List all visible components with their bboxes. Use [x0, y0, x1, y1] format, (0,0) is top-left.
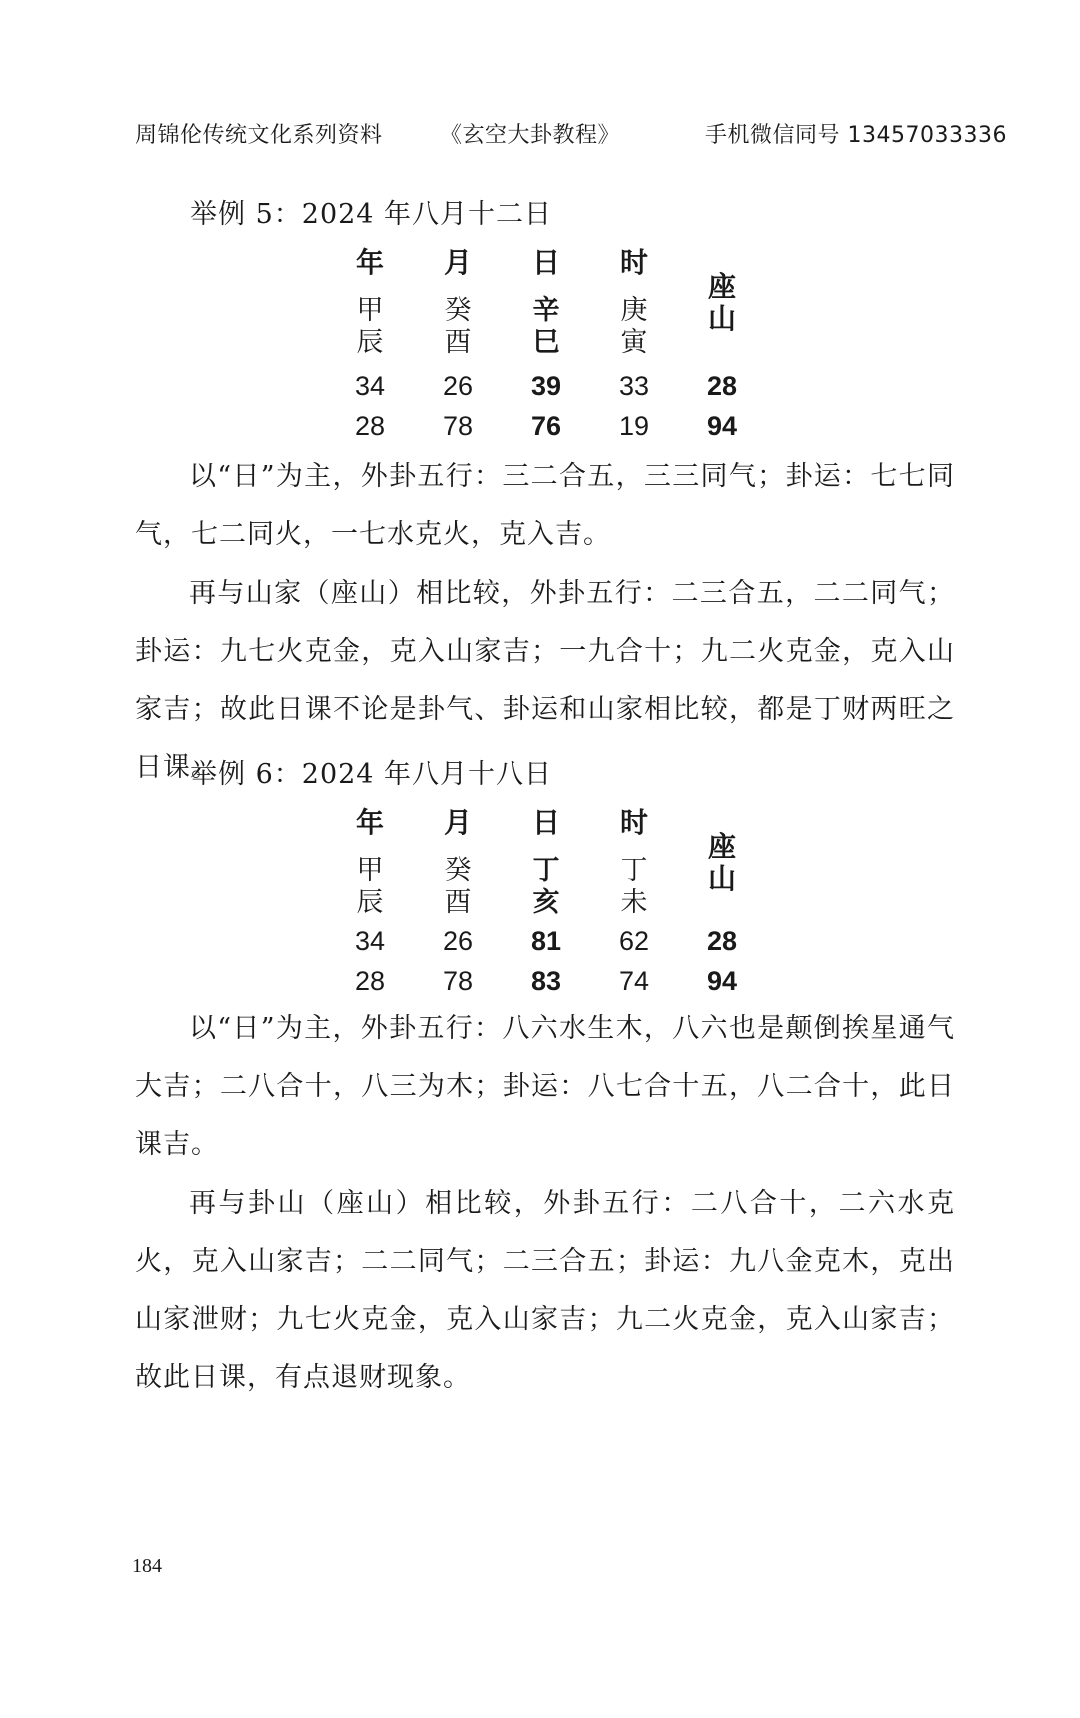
row2-zuoshan: 94	[706, 966, 738, 996]
stem-day: 丁	[532, 855, 560, 886]
row1-hour: 62	[618, 926, 650, 956]
row2-hour: 74	[618, 966, 650, 996]
col-header-hour: 时	[619, 246, 648, 279]
example-5-paragraph-2: 再与山家（座山）相比较，外卦五行：二三合五，二二同气；卦运：九七火克金，克入山家吉；一九合十；九二火克金，克入山家吉；故此日课不论是卦气、卦运和山家相比较，都是丁财两旺之日课。	[135, 578, 955, 783]
stem-month: 癸	[444, 855, 472, 886]
row2-hour: 19	[618, 411, 650, 441]
example-5-title: 举例 5：2024 年八月十二日	[190, 199, 553, 230]
row1-hour: 33	[618, 371, 650, 401]
row1-month: 26	[442, 926, 474, 956]
col-header-month: 月	[443, 806, 472, 839]
row2-day: 76	[530, 411, 562, 441]
row1-day: 39	[530, 371, 562, 401]
col-header-month: 月	[443, 246, 472, 279]
stem-year: 甲	[356, 295, 384, 326]
row2-zuoshan: 94	[706, 411, 738, 441]
stem-year: 甲	[356, 855, 384, 886]
example-5-paragraph-1: 以“日”为主，外卦五行：三二合五，三三同气；卦运：七七同气，七二同火，一七水克火，克入吉。	[135, 461, 955, 550]
col-header-hour: 时	[619, 806, 648, 839]
row1-day: 81	[530, 926, 562, 956]
row2-day: 83	[530, 966, 562, 996]
row1-year: 34	[354, 371, 386, 401]
example-6-paragraph-2: 再与卦山（座山）相比较，外卦五行：二八合十，二六水克火，克入山家吉；二二同气；二三合五；卦运：九八金克木，克出山家泄财；九七火克金，克入山家吉；九二火克金，克入山家吉；故此日课，有点退财现象。	[135, 1188, 955, 1393]
row2-month: 78	[442, 966, 474, 996]
header-book-title: 《玄空大卦教程》	[440, 123, 621, 148]
row2-year: 28	[354, 966, 386, 996]
branch-year: 辰	[356, 887, 384, 918]
header-series-title: 周锦伦传统文化系列资料	[135, 123, 383, 148]
col-header-zuoshan-2: 山	[707, 862, 736, 895]
stem-hour: 庚	[620, 295, 648, 326]
row1-year: 34	[354, 926, 386, 956]
col-header-year: 年	[355, 806, 384, 839]
stem-day: 辛	[532, 295, 560, 326]
col-header-day: 日	[531, 246, 560, 279]
row2-year: 28	[354, 411, 386, 441]
col-header-zuoshan-1: 座	[707, 830, 736, 863]
stem-hour: 丁	[620, 855, 648, 886]
row2-month: 78	[442, 411, 474, 441]
row1-zuoshan: 28	[706, 926, 738, 956]
page-number: 184	[132, 1555, 162, 1577]
example-6-title: 举例 6：2024 年八月十八日	[190, 759, 553, 790]
branch-month: 酉	[444, 887, 472, 918]
branch-month: 酉	[444, 327, 472, 358]
branch-year: 辰	[356, 327, 384, 358]
branch-hour: 寅	[620, 327, 648, 358]
branch-day: 亥	[532, 887, 560, 918]
branch-day: 巳	[532, 327, 560, 358]
col-header-year: 年	[355, 246, 384, 279]
col-header-day: 日	[531, 806, 560, 839]
branch-hour: 未	[620, 887, 648, 918]
stem-month: 癸	[444, 295, 472, 326]
example-6-paragraph-1: 以“日”为主，外卦五行：八六水生木，八六也是颠倒挨星通气大吉；二八合十，八三为木；卦运：八七合十五，八二合十，此日课吉。	[135, 1013, 955, 1160]
col-header-zuoshan-2: 山	[707, 302, 736, 335]
col-header-zuoshan-1: 座	[707, 270, 736, 303]
row1-month: 26	[442, 371, 474, 401]
header-contact: 手机微信同号 13457033336	[705, 123, 1007, 148]
row1-zuoshan: 28	[706, 371, 738, 401]
